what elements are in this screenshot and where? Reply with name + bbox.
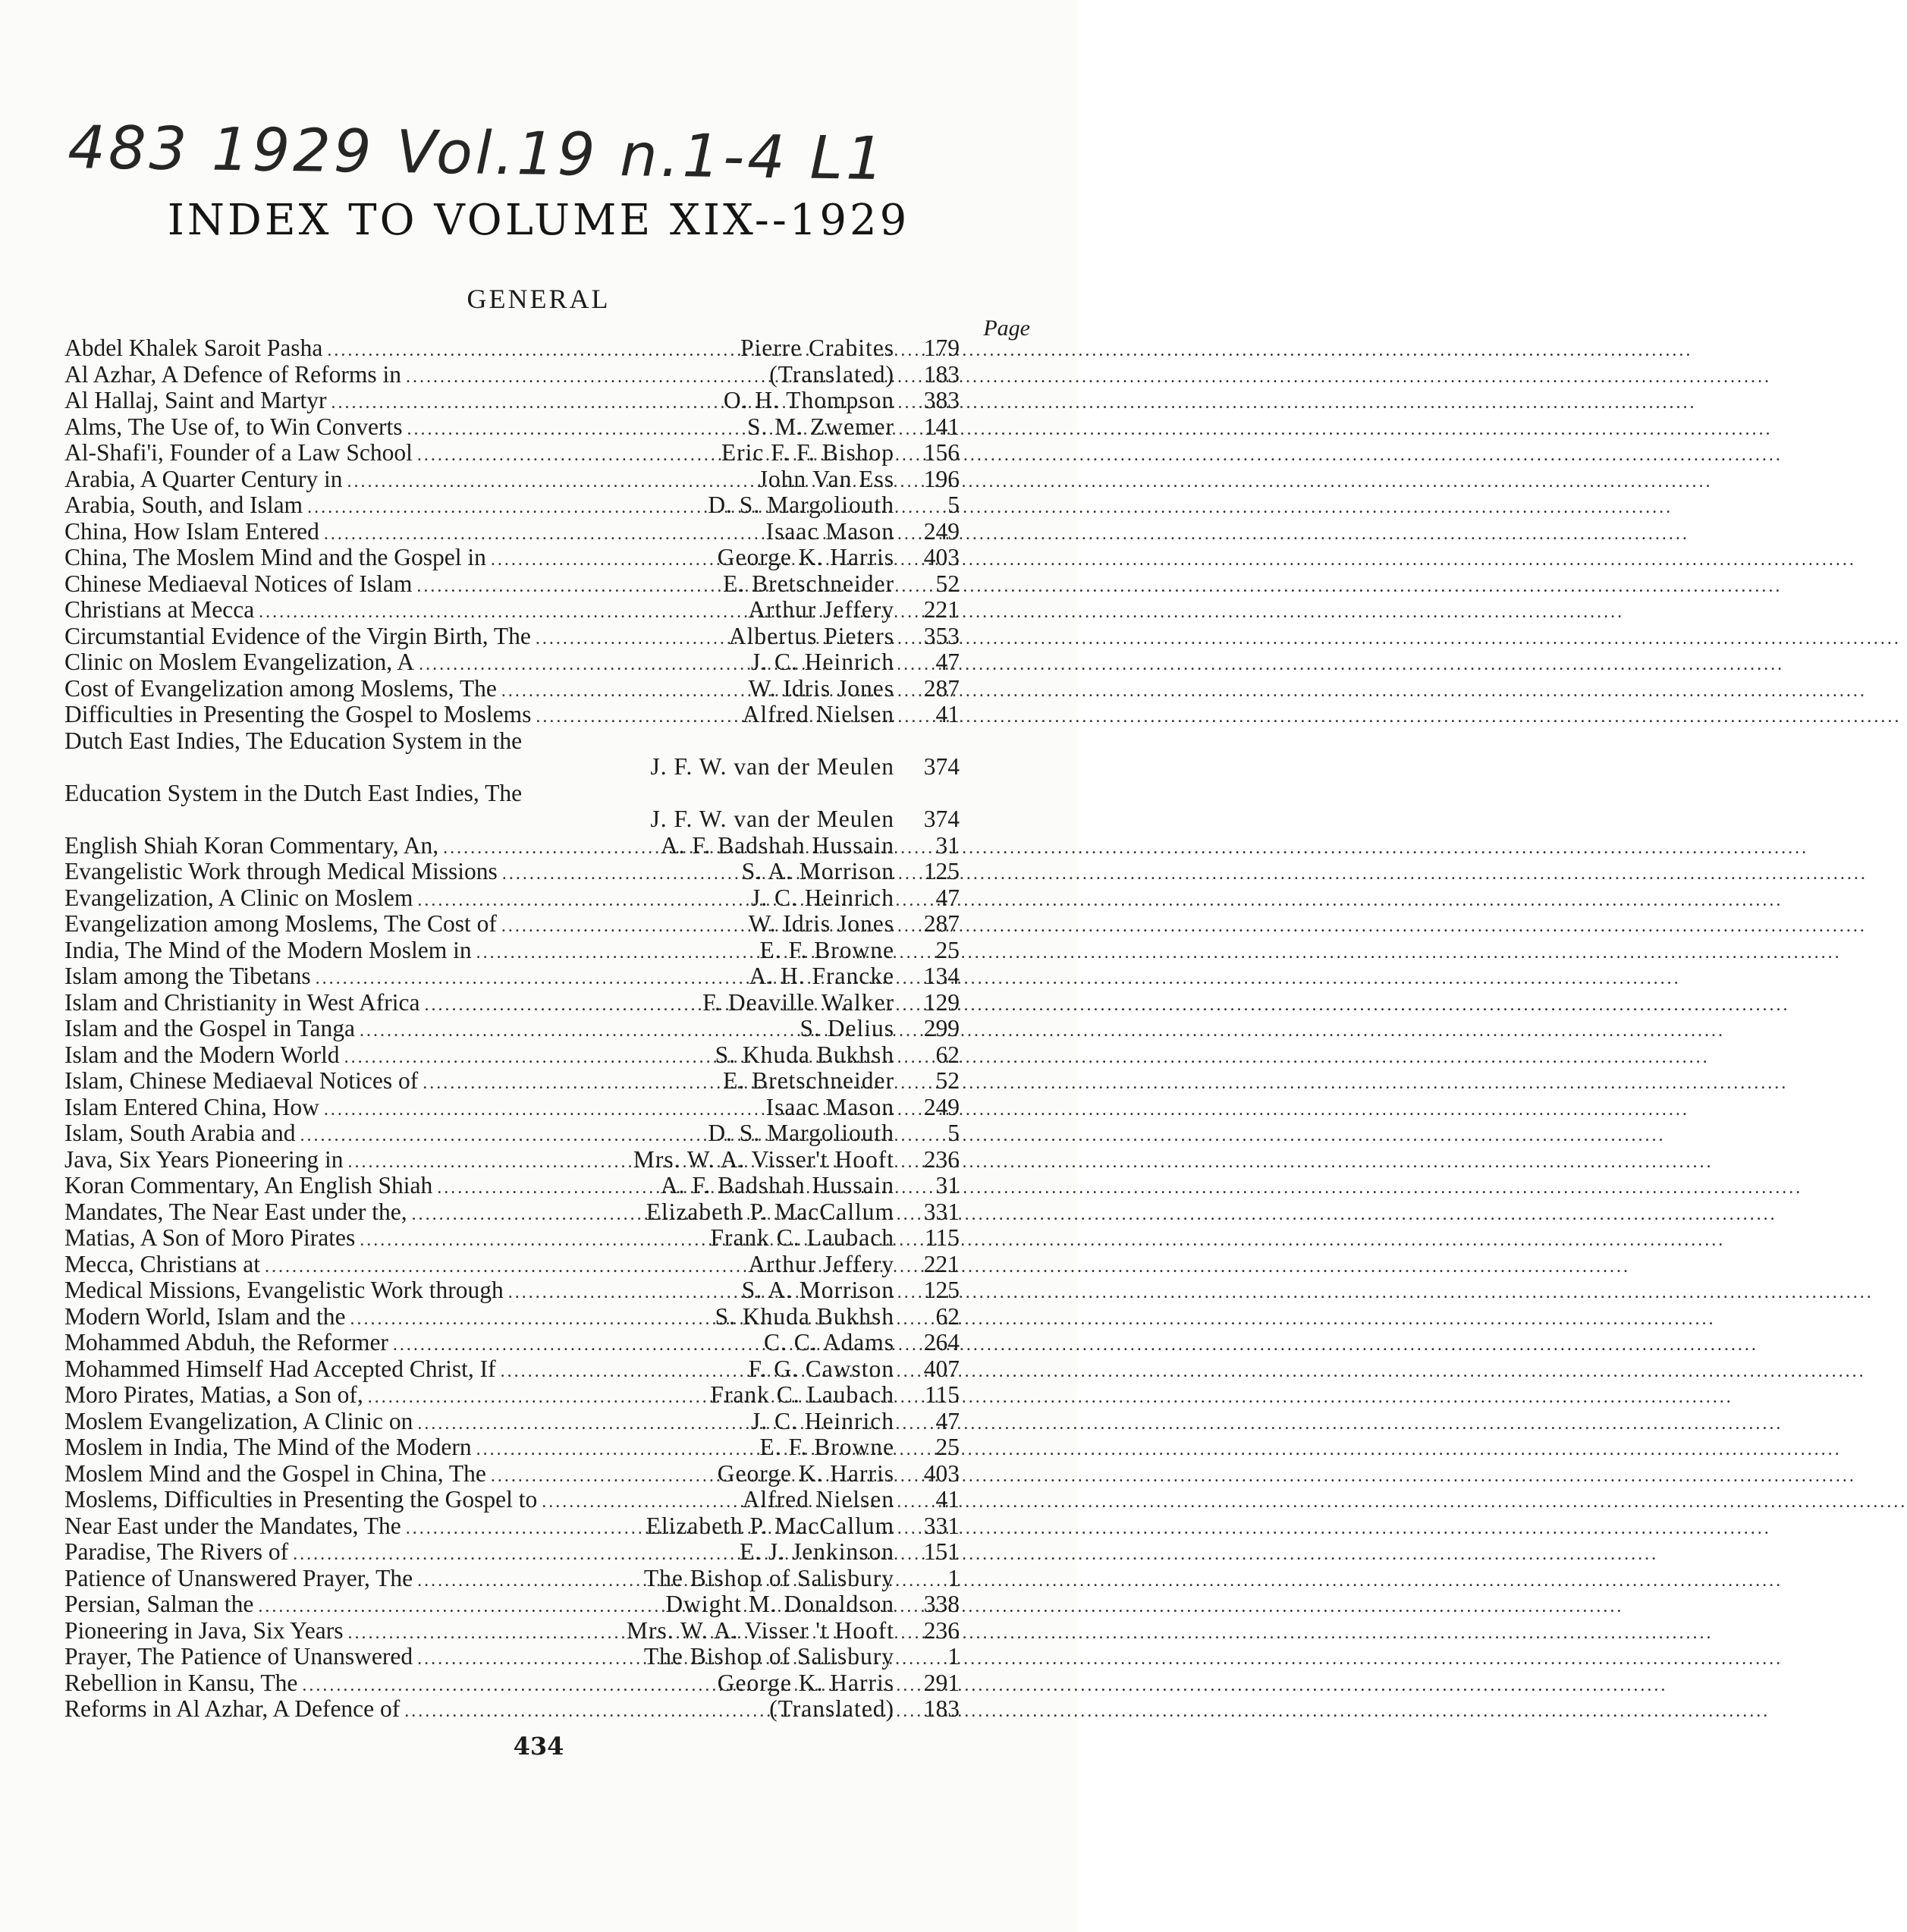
- entry-title: Persian, Salman the: [64, 1591, 254, 1617]
- entry-page: 31: [935, 1172, 960, 1198]
- dot-leader: [347, 1149, 630, 1176]
- entry-page: 25: [935, 936, 960, 963]
- index-entry: [64, 1434, 960, 1461]
- dot-leader: [324, 1097, 763, 1123]
- entry-title: India, The Mind of the Modern Moslem in: [64, 936, 472, 963]
- entry-title: Paradise, The Rivers of: [64, 1538, 289, 1565]
- index-entry: [64, 362, 960, 388]
- index-entry: [64, 1696, 960, 1723]
- entry-author: J. C. Heinrich: [751, 649, 894, 675]
- entry-author: S. Delius: [800, 1015, 894, 1041]
- entry-title: Reforms in Al Azhar, A Defence of: [64, 1695, 401, 1722]
- entry-author: Elizabeth P. MacCallum: [646, 1198, 894, 1225]
- entry-title: English Shiah Koran Commentary, An,: [64, 831, 439, 859]
- handwritten-call-number: 483 1929 Vol.19 n.1-4 L1: [67, 114, 888, 194]
- entry-page: 221: [923, 1250, 960, 1277]
- entry-author: John Van Ess: [758, 465, 894, 492]
- index-entry: [64, 1095, 960, 1121]
- entry-page: 31: [935, 831, 960, 859]
- entry-page: 62: [935, 1041, 960, 1068]
- index-entry: [64, 1539, 960, 1566]
- entry-title: Pioneering in Java, Six Years: [64, 1616, 344, 1644]
- entry-title: Chinese Mediaeval Notices of Islam: [64, 570, 413, 597]
- index-entry: [64, 440, 960, 467]
- entry-title: Mecca, Christians at: [64, 1250, 261, 1277]
- entry-page: 287: [923, 674, 960, 702]
- entry-title: Mohammed Abduh, the Reformer: [64, 1329, 388, 1356]
- entry-page: 183: [923, 360, 960, 388]
- index-entry: [64, 1644, 960, 1670]
- entry-author: J. F. W. van der Meulen: [650, 753, 894, 780]
- dot-leader: [412, 1202, 643, 1228]
- entry-author: George K. Harris: [717, 544, 894, 570]
- entry-title: Clinic on Moslem Evangelization, A: [64, 649, 415, 675]
- index-entry: [64, 1566, 960, 1592]
- entry-author: J. C. Heinrich: [751, 1407, 894, 1434]
- entry-title: Evangelistic Work through Medical Missions: [64, 858, 498, 884]
- dot-leader: [417, 1646, 641, 1673]
- entry-page: 52: [935, 1067, 960, 1094]
- entry-title: Islam and Christianity in West Africa: [64, 988, 420, 1016]
- index-entry: [64, 571, 960, 598]
- entry-title: China, How Islam Entered: [64, 517, 319, 545]
- entry-page: 156: [923, 439, 960, 466]
- entry-author: Arthur Jeffery: [748, 1250, 894, 1277]
- entry-title: Matias, A Son of Moro Pirates: [64, 1224, 356, 1251]
- index-entry: [64, 963, 960, 990]
- index-entry: [64, 1487, 960, 1513]
- entry-author: S. M. Zwemer: [747, 413, 894, 440]
- entry-title: Rebellion in Kansu, The: [64, 1669, 298, 1696]
- entry-title: Islam and the Modern World: [64, 1041, 340, 1068]
- index-entry: [64, 545, 960, 571]
- entry-title: Cost of Evangelization among Moslems, The: [64, 674, 497, 702]
- dot-leader: [419, 652, 748, 678]
- entry-page: 41: [935, 1486, 960, 1513]
- entry-author: The Bishop of Salisbury: [643, 1643, 894, 1670]
- dot-leader: [368, 1384, 708, 1411]
- entry-page: 25: [935, 1434, 960, 1460]
- dot-leader: [407, 416, 744, 443]
- dot-leader: [501, 1359, 746, 1385]
- entry-author: Frank C. Laubach: [710, 1224, 894, 1251]
- entry-author: George K. Harris: [717, 1669, 894, 1696]
- entry-author: Isaac Mason: [765, 517, 894, 545]
- index-entry: [64, 414, 960, 441]
- entry-author: S. Khuda Bukhsh: [715, 1041, 894, 1068]
- dot-leader: [324, 521, 763, 548]
- entry-author: A. F. Badshah Hussain: [660, 1172, 894, 1198]
- index-entry: [64, 781, 960, 807]
- entry-page: 5: [947, 1120, 960, 1146]
- index-entry: [64, 1304, 960, 1330]
- entry-title: Mohammed Himself Had Accepted Christ, If: [64, 1355, 496, 1382]
- entry-page: 1: [947, 1564, 960, 1591]
- entry-page: 374: [923, 806, 960, 832]
- index-entry: [64, 990, 960, 1016]
- index-entry: [64, 1670, 960, 1697]
- dot-leader: [406, 1516, 643, 1542]
- entry-title: Evangelization among Moslems, The Cost of: [64, 910, 497, 937]
- entry-page: 47: [935, 649, 960, 675]
- entry-title: Education System in the Dutch East Indies, The: [64, 779, 523, 806]
- entry-author: A. F. Badshah Hussain: [660, 831, 894, 859]
- entry-page: 338: [923, 1591, 960, 1617]
- entry-author: D. S. Margoliouth: [708, 1120, 894, 1146]
- entry-page: 221: [923, 596, 960, 623]
- entry-author: S. Khuda Bukhsh: [715, 1302, 894, 1330]
- index-entry: [64, 911, 960, 938]
- dot-leader: [393, 1332, 761, 1359]
- entry-author: Isaac Mason: [765, 1093, 894, 1120]
- index-entry: [64, 1016, 960, 1042]
- entry-page: 151: [923, 1538, 960, 1565]
- entry-title: Patience of Unanswered Prayer, The: [64, 1564, 413, 1591]
- entry-author: Albertus Pieters: [728, 622, 894, 649]
- entry-author: E. F. Browne: [759, 936, 894, 963]
- entry-title: Dutch East Indies, The Education System in the: [64, 727, 523, 754]
- entry-page: 52: [935, 570, 960, 597]
- dot-leader: [476, 940, 757, 966]
- dot-leader: [424, 992, 699, 1019]
- index-entry: [64, 388, 960, 414]
- entry-page: 5: [947, 492, 960, 518]
- entry-author: F. G. Cawston: [748, 1355, 894, 1382]
- index-entry: [64, 859, 960, 885]
- entry-page: 141: [923, 413, 960, 440]
- index-entry: [64, 1461, 960, 1487]
- entry-author: Pierre Crabites: [740, 335, 894, 361]
- entry-author: E. Bretschneider: [723, 1067, 894, 1094]
- dot-leader: [265, 1254, 745, 1280]
- index-entry: [64, 1252, 960, 1278]
- index-entry: [64, 1225, 960, 1252]
- entry-author: O. H. Thompson: [723, 387, 894, 413]
- page-column-label: Page: [983, 316, 1030, 341]
- dot-leader: [302, 1673, 714, 1699]
- entry-author: J. F. W. van der Meulen: [650, 806, 894, 832]
- entry-author: E. J. Jenkinson: [740, 1538, 894, 1565]
- index-entry: [64, 1199, 960, 1226]
- index-entry: [64, 492, 960, 519]
- entry-title: Islam, Chinese Mediaeval Notices of: [64, 1067, 419, 1094]
- entry-page: 115: [924, 1381, 960, 1408]
- index-entry: [64, 1591, 960, 1618]
- entry-page: 407: [923, 1355, 960, 1382]
- entry-author: D. S. Margoliouth: [708, 492, 894, 518]
- entry-page: 47: [935, 1407, 960, 1434]
- page-number: 434: [513, 1732, 564, 1761]
- dot-leader: [307, 495, 705, 521]
- entry-title: Alms, The Use of, to Win Converts: [64, 413, 403, 440]
- entry-title: Islam among the Tibetans: [64, 963, 311, 989]
- entry-title: Christians at Mecca: [64, 596, 255, 623]
- dot-leader: [417, 1568, 641, 1594]
- entry-title: Arabia, A Quarter Century in: [64, 465, 343, 492]
- index-entry: [64, 938, 960, 964]
- entry-page: 236: [923, 1616, 960, 1644]
- index-entry: [64, 1042, 960, 1069]
- index-entry: [64, 1120, 960, 1147]
- index-entry: [64, 1147, 960, 1173]
- entry-page: 287: [923, 910, 960, 937]
- dot-leader: [417, 887, 748, 914]
- entry-page: 249: [923, 1093, 960, 1120]
- entry-title: Islam Entered China, How: [64, 1093, 319, 1120]
- entry-page: 125: [923, 858, 960, 884]
- dot-leader: [476, 1437, 757, 1463]
- dot-leader: [508, 1280, 739, 1306]
- entry-title: Difficulties in Presenting the Gospel to Moslems: [64, 701, 532, 727]
- entry-page: 264: [923, 1329, 960, 1356]
- index-entry: [64, 1356, 960, 1383]
- index-entry: [64, 702, 960, 728]
- dot-leader: [347, 1620, 624, 1647]
- index-entry: [64, 833, 960, 859]
- entry-title: Moslem Evangelization, A Clinic on: [64, 1407, 413, 1434]
- index-entry: [64, 1382, 960, 1409]
- index-entry-continued: [64, 806, 960, 833]
- entry-title: Moslem in India, The Mind of the Modern: [64, 1434, 472, 1460]
- index-entry: [64, 1330, 960, 1356]
- index-entry: [64, 676, 960, 702]
- entry-author: Alfred Nielsen: [742, 701, 894, 727]
- entry-title: Al-Shafi'i, Founder of a Law School: [64, 439, 413, 466]
- entry-page: 249: [923, 517, 960, 545]
- entry-author: Arthur Jeffery: [748, 596, 894, 623]
- entry-author: Frank C. Laubach: [710, 1381, 894, 1408]
- entry-page: 62: [935, 1302, 960, 1330]
- entry-title: Java, Six Years Pioneering in: [64, 1145, 344, 1173]
- entry-author: E. Bretschneider: [723, 570, 894, 597]
- dot-leader: [416, 573, 720, 600]
- entry-page: 299: [923, 1015, 960, 1041]
- dot-leader: [501, 678, 746, 705]
- entry-page: 125: [923, 1277, 960, 1303]
- dot-leader: [316, 966, 746, 992]
- entry-page: 47: [935, 884, 960, 911]
- entry-page: 115: [924, 1224, 960, 1251]
- dot-leader: [350, 1306, 712, 1333]
- index-entry: [64, 597, 960, 624]
- entry-author: Alfred Nielsen: [742, 1486, 894, 1513]
- entry-page: 331: [923, 1512, 960, 1539]
- entry-title: Near East under the Mandates, The: [64, 1512, 401, 1539]
- dot-leader: [404, 1698, 766, 1725]
- entry-page: 134: [923, 963, 960, 989]
- entry-author: C. C. Adams: [763, 1329, 894, 1356]
- dot-leader: [360, 1018, 796, 1045]
- entry-author: (Translated): [769, 360, 894, 388]
- entry-author: George K. Harris: [717, 1459, 894, 1487]
- index-entry: [64, 1409, 960, 1435]
- entry-page: 179: [923, 335, 960, 361]
- entry-title: Prayer, The Patience of Unanswered: [64, 1643, 413, 1670]
- dot-leader: [406, 364, 766, 391]
- index-entry: [64, 1277, 960, 1304]
- entry-page: 383: [923, 387, 960, 413]
- dot-leader: [258, 1594, 662, 1620]
- index-entry: [64, 1068, 960, 1095]
- entry-title: Mandates, The Near East under the,: [64, 1198, 407, 1225]
- entry-title: China, The Moslem Mind and the Gospel in: [64, 544, 486, 570]
- entry-title: Evangelization, A Clinic on Moslem: [64, 884, 413, 911]
- entry-title: Moslem Mind and the Gospel in China, The: [64, 1459, 486, 1487]
- page-title: INDEX TO VOLUME XIX--1929: [167, 196, 910, 245]
- index-entry: [64, 335, 960, 362]
- entry-title: Modern World, Islam and the: [64, 1302, 346, 1330]
- section-heading: GENERAL: [467, 284, 611, 314]
- entry-author: (Translated): [769, 1695, 894, 1722]
- entry-author: E. F. Browne: [759, 1434, 894, 1460]
- entry-author: Dwight M. Donaldson: [665, 1591, 894, 1617]
- dot-leader: [502, 861, 739, 887]
- entry-title: Arabia, South, and Islam: [64, 492, 303, 518]
- entry-page: 183: [923, 1695, 960, 1722]
- dot-leader: [423, 1070, 720, 1097]
- index-entry: [64, 885, 960, 912]
- entry-page: 196: [923, 465, 960, 492]
- entry-page: 129: [923, 988, 960, 1016]
- entry-author: Mrs. W. A. Visser 't Hooft: [627, 1616, 894, 1644]
- dot-leader: [491, 1463, 715, 1490]
- entry-title: Koran Commentary, An English Shiah: [64, 1172, 433, 1198]
- entry-author: Eric F. F. Bishop: [721, 439, 894, 466]
- entry-page: 403: [923, 1459, 960, 1487]
- index-entry: [64, 1618, 960, 1645]
- dot-leader: [347, 469, 756, 495]
- entry-title: Islam, South Arabia and: [64, 1120, 296, 1146]
- index-entry: [64, 1513, 960, 1540]
- dot-leader: [259, 599, 745, 626]
- entry-page: 331: [923, 1198, 960, 1225]
- index-entry: [64, 1173, 960, 1199]
- index-entry: [64, 467, 960, 493]
- index-entry-continued: [64, 754, 960, 781]
- entry-author: W. Idris Jones: [748, 674, 894, 702]
- dot-leader: [542, 1489, 739, 1516]
- dot-leader: [536, 626, 726, 652]
- dot-leader: [344, 1045, 712, 1071]
- index-entry: [64, 624, 960, 650]
- entry-page: 41: [935, 701, 960, 727]
- entry-author: A. H. Francke: [749, 963, 894, 989]
- dot-leader: [417, 1411, 748, 1437]
- dot-leader: [417, 442, 718, 469]
- entry-author: J. C. Heinrich: [751, 884, 894, 911]
- entry-author: Elizabeth P. MacCallum: [646, 1512, 894, 1539]
- entry-author: S. A. Morrison: [741, 1277, 894, 1303]
- entry-title: Medical Missions, Evangelistic Work through: [64, 1277, 504, 1303]
- index-entry: [64, 649, 960, 676]
- entry-page: 236: [923, 1145, 960, 1173]
- index-entry: [64, 728, 960, 755]
- dot-leader: [300, 1123, 705, 1149]
- dot-leader: [437, 1175, 658, 1202]
- entry-title: Al Azhar, A Defence of Reforms in: [64, 360, 401, 388]
- index-entry: [64, 519, 960, 545]
- entry-title: Abdel Khalek Saroit Pasha: [64, 335, 323, 361]
- entry-title: Moslems, Difficulties in Presenting the Gospel to: [64, 1486, 538, 1513]
- entry-author: S. A. Morrison: [741, 858, 894, 884]
- entry-author: The Bishop of Salisbury: [643, 1564, 894, 1591]
- entry-page: 374: [923, 753, 960, 780]
- dot-leader: [491, 547, 715, 573]
- entry-title: Islam and the Gospel in Tanga: [64, 1015, 355, 1041]
- entry-page: 291: [923, 1669, 960, 1696]
- entry-author: F. Deaville Walker: [702, 988, 894, 1016]
- entry-title: Moro Pirates, Matias, a Son of,: [64, 1381, 363, 1408]
- dot-leader: [293, 1541, 737, 1568]
- entry-page: 403: [923, 544, 960, 570]
- entry-page: 353: [923, 622, 960, 649]
- entry-author: W. Idris Jones: [748, 910, 894, 937]
- dot-leader: [331, 390, 721, 416]
- entry-title: Al Hallaj, Saint and Martyr: [64, 387, 327, 413]
- dot-leader: [536, 704, 739, 730]
- entry-author: Mrs. W. A. Visser't Hooft: [633, 1145, 894, 1173]
- dot-leader: [360, 1227, 707, 1254]
- entry-title: Circumstantial Evidence of the Virgin Birth, The: [64, 622, 531, 649]
- dot-leader: [501, 913, 746, 940]
- index-entries: [64, 335, 960, 1723]
- dot-leader: [327, 338, 737, 364]
- dot-leader: [443, 835, 658, 862]
- entry-page: 1: [947, 1643, 960, 1670]
